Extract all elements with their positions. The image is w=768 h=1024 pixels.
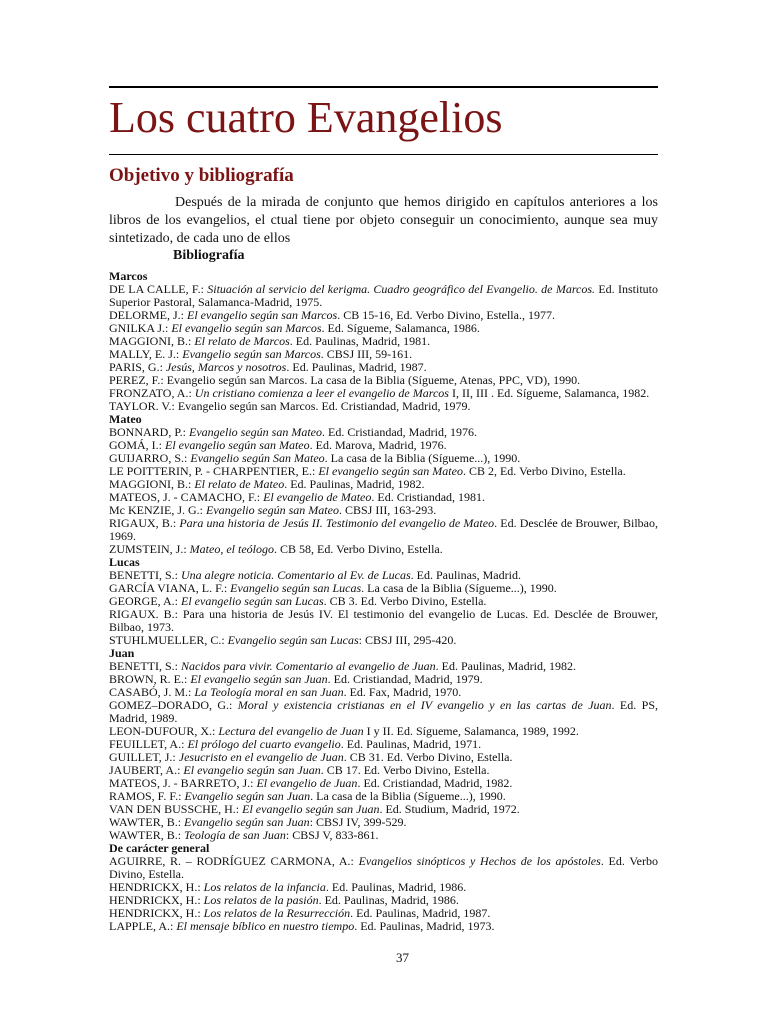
entry-title: Mateo, el teólogo <box>189 542 274 556</box>
entry-author: WAWTER, B.: <box>109 815 185 829</box>
entry-title: Moral y existencia cristianas en el IV evangelio y en las cartas de Juan <box>237 698 612 712</box>
entry-publication: . Ed. Studium, Madrid, 1972. <box>379 802 520 816</box>
entry-publication: . CB 17. Ed. Verbo Divino, Estella. <box>320 763 490 777</box>
entry-author: MATEOS, J. - BARRETO, J.: <box>109 776 257 790</box>
entry-publication: I, II, III . Ed. Sígueme, Salamanca, 1982. <box>448 386 650 400</box>
entry-title: Evangelio según san Mateo <box>189 425 322 439</box>
entry-title: Evangelio según San Mateo <box>190 451 325 465</box>
entry-title: Un cristiano comienza a leer el evangelio de Marcos <box>194 386 449 400</box>
bibliography-entry <box>109 543 658 556</box>
entry-publication: . Ed. Paulinas, Madrid, 1982. <box>435 659 576 673</box>
entry-author: HENDRICKX, H.: <box>109 906 204 920</box>
entry-title: El evangelio según san Lucas <box>181 594 324 608</box>
entry-author: GUIJARRO, S.: <box>109 451 191 465</box>
entry-title: Evangelio según san Juan <box>184 789 311 803</box>
bibliography-list <box>109 270 658 933</box>
entry-publication: Evangelio según san Marcos. La casa de la Biblia (Sígueme, Atenas, PPC, VD), 1990. <box>166 373 581 387</box>
entry-publication: . Ed. PS, Madrid, 1989. <box>109 698 658 725</box>
entry-author: GOMÁ, I.: <box>109 438 165 452</box>
entry-publication: : CBSJ IV, 399-529. <box>309 815 407 829</box>
entry-publication: . CB 2, Ed. Verbo Divino, Estella. <box>462 464 626 478</box>
entry-title: Evangelio según san Mateo <box>205 503 339 517</box>
entry-title: El evangelio según san Juan <box>190 672 328 686</box>
entry-title: Evangelios sinópticos y Hechos de los apóstoles <box>358 854 601 868</box>
bibliography-entry <box>109 283 658 309</box>
entry-publication: . Ed. Paulinas, Madrid, 1973. <box>354 919 495 933</box>
entry-publication: Para una historia de Jesús IV. El testimonio del evangelio de Lucas. Ed. Desclée de Brouwer, Bilbao, 1973. <box>109 607 658 634</box>
entry-publication: . Ed. Paulinas, Madrid, 1987. <box>286 360 427 374</box>
entry-publication: . Ed. Cristiandad, 1981. <box>371 490 486 504</box>
entry-author: RIGAUX. B.: <box>109 607 183 621</box>
entry-publication: . CB 15-16, Ed. Verbo Divino, Estella., 1977. <box>337 308 555 322</box>
entry-publication: . Ed. Paulinas, Madrid. <box>410 568 521 582</box>
entry-publication: . CB 31. Ed. Verbo Divino, Estella. <box>343 750 513 764</box>
entry-publication: . Ed. Verbo Divino, Estella. <box>109 854 658 881</box>
bibliography-entry <box>109 699 658 725</box>
entry-author: CASABÓ, J. M.: <box>109 685 195 699</box>
entry-publication: . CB 3. Ed. Verbo Divino, Estella. <box>323 594 487 608</box>
entry-author: AGUIRRE, R. – RODRÍGUEZ CARMONA, A.: <box>109 854 359 868</box>
bibliography-section-heading: Mateo <box>109 412 142 426</box>
entry-author: HENDRICKX, H.: <box>109 880 204 894</box>
entry-title: Los relatos de la pasión <box>203 893 319 907</box>
entry-publication: I y II. Ed. Sígueme, Salamanca, 1989, 1992. <box>363 724 579 738</box>
entry-title: Evangelio según san Lucas <box>227 633 359 647</box>
entry-author: GOMEZ–DORADO, G.: <box>109 698 238 712</box>
page-title: Los cuatro Evangelios <box>109 93 503 142</box>
entry-publication: . Ed. Cristiandad, Madrid, 1979. <box>327 672 483 686</box>
bibliography-entry <box>109 608 658 634</box>
bibliography-entry <box>109 517 658 543</box>
entry-publication: . La casa de la Biblia (Sígueme...), 1990. <box>310 789 506 803</box>
bibliography-section-heading: Marcos <box>109 269 148 283</box>
entry-title: Jesús, Marcos y nosotros <box>165 360 287 374</box>
entry-publication: . Ed. Fax, Madrid, 1970. <box>343 685 462 699</box>
entry-title: El evangelio según san Marcos <box>171 321 322 335</box>
entry-author: PEREZ, F.: <box>109 373 167 387</box>
entry-publication: . Ed. Marova, Madrid, 1976. <box>309 438 447 452</box>
entry-title: Los relatos de la Resurrección <box>203 906 351 920</box>
entry-title: El evangelio de Juan <box>256 776 358 790</box>
entry-author: FEUILLET, A.: <box>109 737 188 751</box>
bibliography-heading: Bibliografía <box>173 248 245 263</box>
entry-author: RAMOS, F. F.: <box>109 789 185 803</box>
entry-author: LAPPLE, A.: <box>109 919 177 933</box>
entry-author: JAUBERT, A.: <box>109 763 184 777</box>
entry-title: El evangelio de Mateo <box>263 490 372 504</box>
entry-title: El evangelio según san Juan <box>183 763 321 777</box>
entry-author: PARIS, G.: <box>109 360 166 374</box>
entry-author: RIGAUX, B.: <box>109 516 180 530</box>
entry-title: Evangelio según san Juan <box>184 815 310 829</box>
entry-author: LEON-DUFOUR, X.: <box>109 724 219 738</box>
entry-author: ZUMSTEIN, J.: <box>109 542 190 556</box>
entry-author: DELORME, J.: <box>109 308 187 322</box>
entry-author: GARCÍA VIANA, L. F.: <box>109 581 231 595</box>
bibliography-entry <box>109 920 658 933</box>
entry-publication: . La casa de la Biblia (Sígueme...), 1990. <box>361 581 557 595</box>
entry-title: Evangelio según san Marcos <box>182 347 321 361</box>
entry-publication: . Ed. Cristiandad, Madrid, 1976. <box>322 425 477 439</box>
entry-title: El evangelio según san Marcos <box>187 308 338 322</box>
entry-title: El prólogo del cuarto evangelio <box>187 737 341 751</box>
bibliography-section-heading: De carácter general <box>109 841 210 855</box>
entry-author: BENETTI, S.: <box>109 568 181 582</box>
entry-publication: . Ed. Paulinas, Madrid, 1986. <box>325 880 467 894</box>
entry-author: GNILKA J.: <box>109 321 172 335</box>
entry-publication: Ed. Instituto Superior Pastoral, Salamanca-Madrid, 1975. <box>109 282 658 309</box>
entry-publication: . Ed. Paulinas, Madrid, 1982. <box>284 477 425 491</box>
entry-author: Mc KENZIE, J. G.: <box>109 503 206 517</box>
entry-author: TAYLOR. V.: <box>109 399 178 413</box>
entry-author: STUHLMUELLER, C.: <box>109 633 228 647</box>
section-subtitle: Objetivo y bibliografía <box>109 165 294 186</box>
entry-author: VAN DEN BUSSCHE, H.: <box>109 802 243 816</box>
bibliography-section-heading: Lucas <box>109 555 140 569</box>
entry-title: El relato de Marcos <box>194 334 290 348</box>
entry-publication: . Ed. Paulinas, Madrid, 1971. <box>340 737 482 751</box>
bibliography-section-heading: Juan <box>109 646 135 660</box>
bibliography-entry <box>109 400 658 413</box>
entry-publication: . Ed. Sígueme, Salamanca, 1986. <box>321 321 480 335</box>
entry-author: LE POITTERIN, P. - CHARPENTIER, E.: <box>109 464 319 478</box>
bibliography-entry <box>109 634 658 647</box>
entry-title: Teología de san Juan <box>184 828 286 842</box>
entry-title: El mensaje bíblico en nuestro tiempo <box>176 919 355 933</box>
entry-publication: . CBSJ III, 163-293. <box>338 503 437 517</box>
entry-publication: . CBSJ III, 59-161. <box>320 347 413 361</box>
entry-title: La Teología moral en san Juan <box>194 685 344 699</box>
entry-publication: . Ed. Paulinas, Madrid, 1987. <box>350 906 491 920</box>
entry-author: GEORGE, A.: <box>109 594 181 608</box>
entry-title: El evangelio según san Mateo <box>165 438 310 452</box>
entry-title: Para una historia de Jesús II. Testimonio del evangelio de Mateo <box>179 516 495 530</box>
entry-author: MALLY, E. J.: <box>109 347 183 361</box>
entry-author: BROWN, R. E.: <box>109 672 191 686</box>
entry-author: MAGGIONI, B.: <box>109 477 195 491</box>
entry-title: Evangelio según san Lucas <box>230 581 362 595</box>
entry-author: BENETTI, S.: <box>109 659 181 673</box>
entry-title: Una alegre noticia. Comentario al Ev. de Lucas <box>181 568 411 582</box>
entry-title: El evangelio según san Mateo <box>318 464 463 478</box>
entry-author: DE LA CALLE, F.: <box>109 282 208 296</box>
intro-paragraph: Después de la mirada de conjunto que hemos dirigido en capítulos anteriores a los libros de los evangelios, el ctual tiene por objeto conseguir un conocimiento, aunque sea muy sintetizado, de cada uno de ellos <box>109 195 658 246</box>
entry-publication: . Ed. Cristiandad, Madrid, 1982. <box>357 776 513 790</box>
title-rule <box>109 154 658 155</box>
entry-title: Situación al servicio del kerigma. Cuadro geográfico del Evangelio. de Marcos. <box>207 282 596 296</box>
entry-publication: . Ed. Desclée de Brouwer, Bilbao, 1969. <box>109 516 658 543</box>
entry-author: MAGGIONI, B.: <box>109 334 195 348</box>
entry-title: El evangelio según san Juan <box>242 802 380 816</box>
entry-publication: : CBSJ III, 295-420. <box>358 633 457 647</box>
entry-title: Jesucristo en el evangelio de Juan <box>178 750 344 764</box>
entry-title: Nacidos para vivir. Comentario al evangelio de Juan <box>181 659 436 673</box>
entry-publication: : CBSJ V, 833-861. <box>285 828 379 842</box>
entry-publication: . CB 58, Ed. Verbo Divino, Estella. <box>273 542 443 556</box>
entry-author: FRONZATO, A.: <box>109 386 195 400</box>
entry-author: MATEOS, J. - CAMACHO, F.: <box>109 490 264 504</box>
entry-title: Lectura del evangelio de Juan <box>218 724 364 738</box>
entry-publication: . Ed. Paulinas, Madrid, 1981. <box>289 334 431 348</box>
entry-publication: Evangelio según san Marcos. Ed. Cristiandad, Madrid, 1979. <box>177 399 471 413</box>
page-number: 37 <box>396 950 409 965</box>
entry-publication: . Ed. Paulinas, Madrid, 1986. <box>318 893 459 907</box>
entry-title: Los relatos de la infancia <box>203 880 326 894</box>
entry-title: El relato de Mateo <box>194 477 285 491</box>
entry-author: WAWTER, B.: <box>109 828 185 842</box>
entry-author: BONNARD, P.: <box>109 425 190 439</box>
bibliography-entry <box>109 855 658 881</box>
entry-author: GUILLET, J.: <box>109 750 179 764</box>
entry-publication: . La casa de la Biblia (Sígueme...), 1990. <box>324 451 521 465</box>
entry-author: HENDRICKX, H.: <box>109 893 204 907</box>
